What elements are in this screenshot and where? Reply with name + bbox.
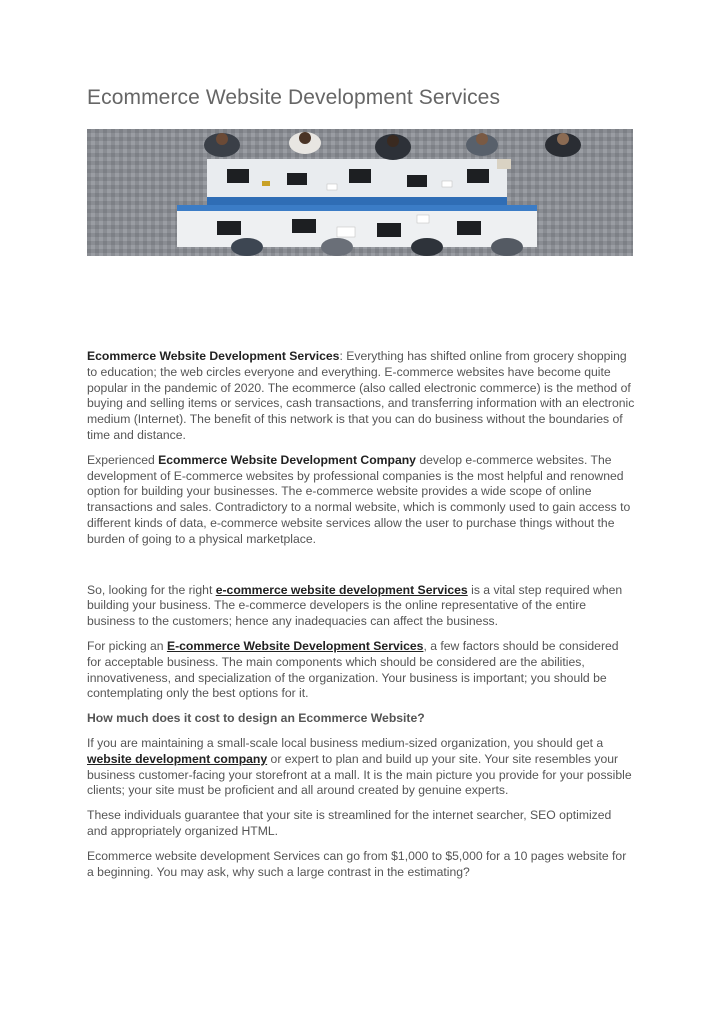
article-body [87, 349, 635, 889]
keyword-strong: Ecommerce Website Development Services [87, 349, 340, 363]
page-title: Ecommerce Website Development Services [87, 86, 501, 109]
paragraph-text: or expert to plan and build up your site. Your site resembles your business customer-facing your storefront at a mall. It is the main picture you provide for your possible clients; your site must be proficient and all around created by genuine experts. [87, 751, 632, 798]
paragraph-text: Experienced [87, 452, 159, 467]
paragraph-text: So, looking for the right [87, 582, 216, 597]
paragraph-company [87, 453, 635, 548]
paragraph-seo: These individuals guarantee that your site is streamlined for the internet searcher, SEO optimized and appropriately organized HTML. [87, 808, 612, 838]
paragraph-picking [87, 639, 635, 702]
paragraph-text: : Everything has shifted online from grocery shopping to education; the web circles everyone and everything. E-commerce websites have become quite popular in the pandemic of 2020. The ecommerce (also called electronic commerce) is the method of buying and selling items or services, cash transactions, and transferring information with an electronic medium (Internet). The benefit of this network is that you can do business without the boundaries of time and distance. [87, 349, 635, 442]
paragraph-intro [87, 349, 635, 444]
hero-image [87, 129, 633, 256]
website-development-company-link[interactable]: website development company [87, 751, 268, 766]
ecommerce-development-services-link[interactable]: E-commerce Website Development Services [166, 638, 424, 653]
paragraph-text: For picking an [87, 638, 167, 653]
keyword-strong: Ecommerce Website Development Company [158, 452, 416, 467]
paragraph-small-business [87, 736, 635, 799]
paragraph-looking [87, 583, 635, 630]
paragraph-text: develop e-commerce websites. The development of E-commerce websites by professional companies is the most helpful and renowned option for building your businesses. The e-commerce website provides a wide scope of online transactions and sales. Contradictory to a normal website, which is commonly used to gain access to different kinds of data, e-commerce website services allow the user to purchase things without the burden of going to a physical marketplace. [87, 452, 631, 546]
paragraph-text: is a vital step required when building your business. The e-commerce developers is the online representative of the entire business to the customers; hence any inadequacies can affect the business. [87, 582, 623, 629]
ecommerce-services-link[interactable]: e-commerce website development Services [215, 582, 468, 597]
office-team-overhead-photo-icon [87, 129, 633, 256]
paragraph-cost: Ecommerce website development Services can go from $1,000 to $5,000 for a 10 pages website for a beginning. You may ask, why such a large contrast in the estimating? [87, 848, 627, 879]
section-heading: How much does it cost to design an Ecommerce Website? [87, 711, 425, 726]
paragraph-text: , a few factors should be considered for acceptable business. The main components which should be considered are the abilities, innovativeness, and specialization of the organization. Your business is important; you should be contemplating only the best options for it. [87, 638, 619, 701]
paragraph-text: If you are maintaining a small-scale local business medium-sized organization, you should get a [87, 735, 604, 750]
